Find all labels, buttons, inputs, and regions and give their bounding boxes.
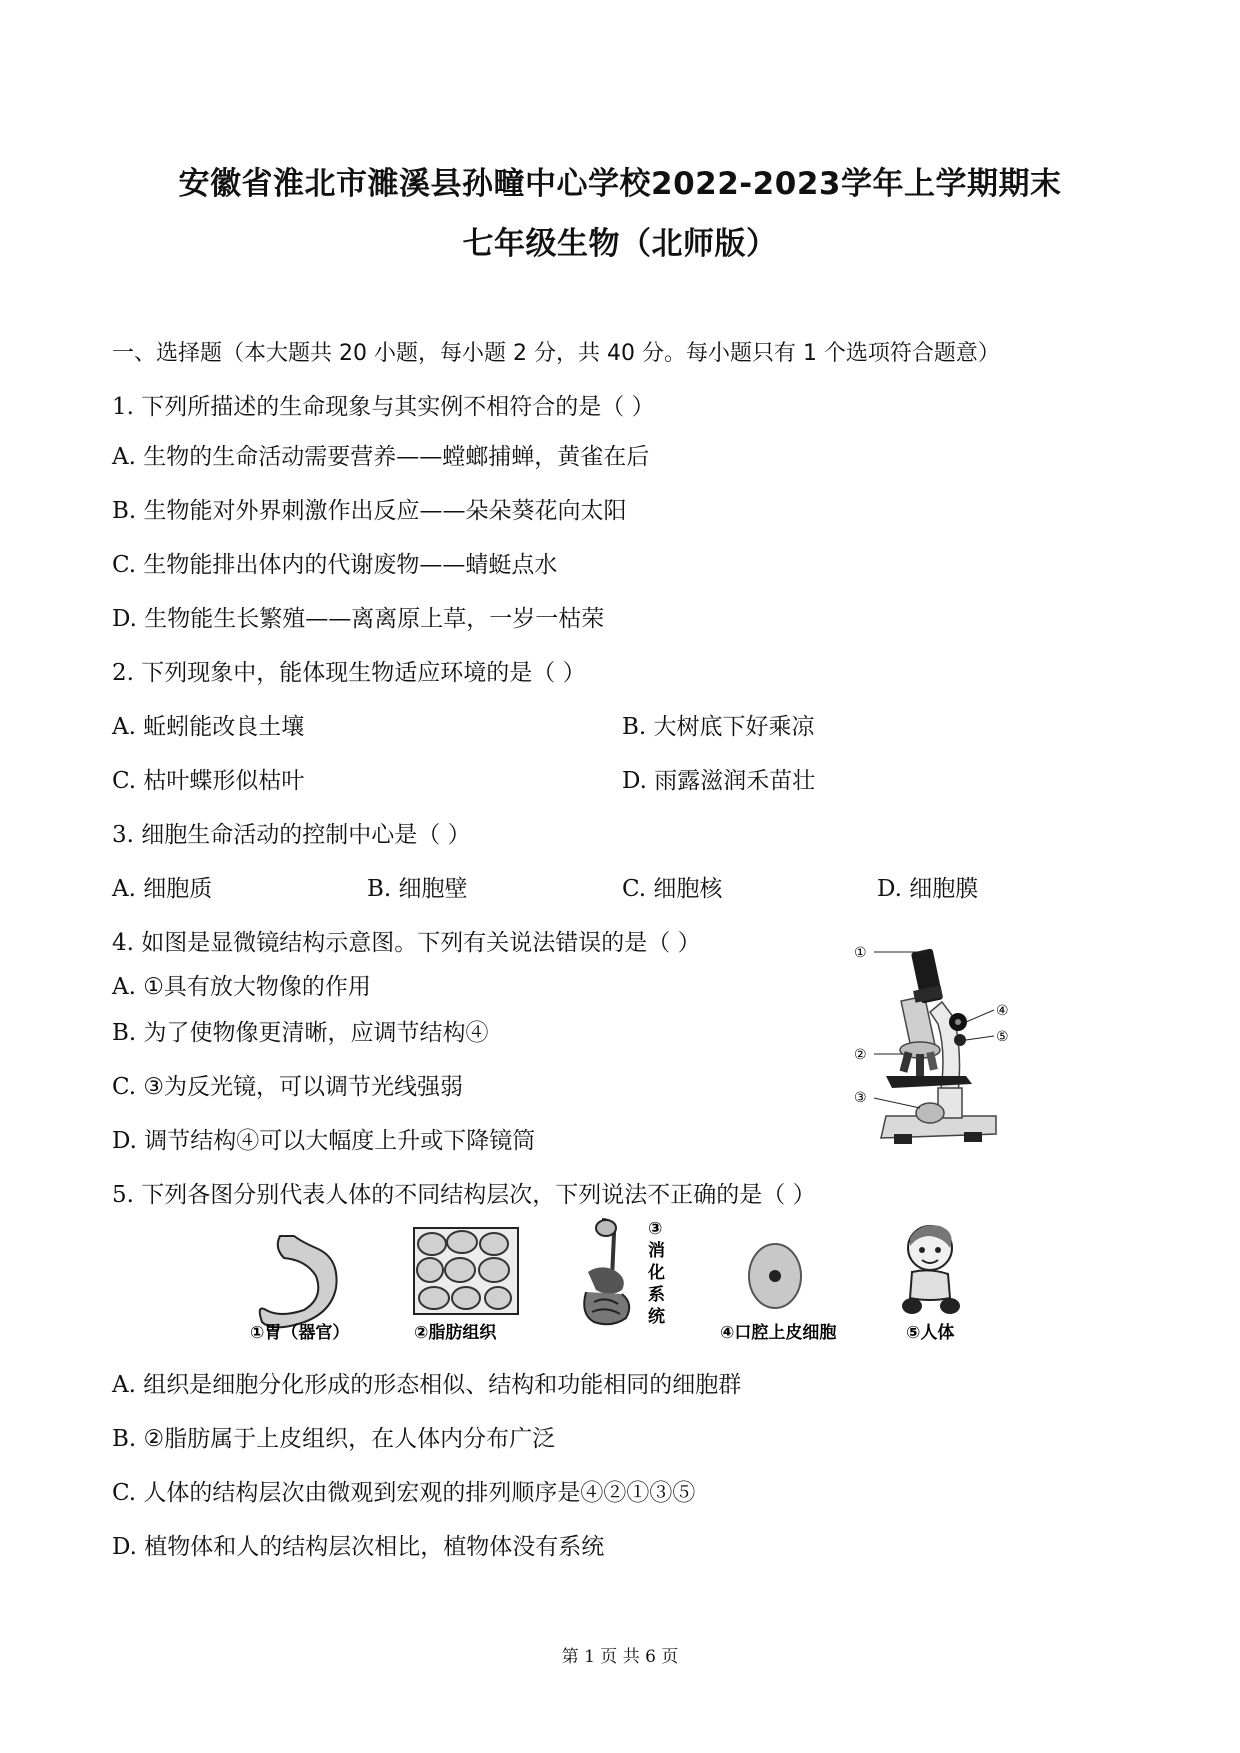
fat-tissue-icon [414,1228,518,1314]
question-2-option-d: D. 雨露滋润禾苗壮 [622,768,816,794]
question-3-option-a: A. 细胞质 [112,876,213,902]
human-child-icon [902,1225,960,1314]
question-1-option-a: A. 生物的生命活动需要营养——螳螂捕蝉，黄雀在后 [112,444,650,470]
stomach-icon [260,1236,337,1327]
microscope-figure [846,938,1026,1148]
question-2-option-c: C. 枯叶蝶形似枯叶 [112,768,305,794]
document-title-line2: 七年级生物（北师版） [462,226,778,262]
question-1-stem: 1. 下列所描述的生命现象与其实例不相符合的是（ ） [112,394,655,420]
question-5-option-a: A. 组织是细胞分化形成的形态相似、结构和功能相同的细胞群 [112,1372,742,1398]
question-1-option-b: B. 生物能对外界刺激作出反应——朵朵葵花向太阳 [112,498,627,524]
question-5-option-d: D. 植物体和人的结构层次相比，植物体没有系统 [112,1534,605,1560]
question-1-option-c: C. 生物能排出体内的代谢废物——蜻蜓点水 [112,552,558,578]
page-footer: 第 1 页 共 6 页 [561,1647,679,1667]
microscope-label-3: ③ [854,1090,867,1106]
caption-stomach: ①胃（器官） [250,1323,350,1343]
question-4-stem: 4. 如图是显微镜结构示意图。下列有关说法错误的是（ ） [112,930,701,956]
question-4-option-c: C. ③为反光镜，可以调节光线强弱 [112,1074,464,1100]
question-5-stem: 5. 下列各图分别代表人体的不同结构层次，下列说法不正确的是（ ） [112,1182,816,1208]
question-2-option-a: A. 蚯蚓能改良土壤 [112,714,305,740]
structure-levels-figure [250,1218,990,1350]
microscope-icon [881,948,996,1144]
caption-fat-tissue: ②脂肪组织 [414,1323,497,1343]
document-title-line1: 安徽省淮北市濉溪县孙疃中心学校2022-2023学年上学期期末 [178,166,1062,202]
question-5-option-b: B. ②脂肪属于上皮组织，在人体内分布广泛 [112,1426,556,1452]
question-4-option-b: B. 为了使物像更清晰，应调节结构④ [112,1020,489,1046]
caption-epithelial-cell: ④口腔上皮细胞 [720,1323,837,1343]
microscope-label-5: ⑤ [996,1029,1009,1045]
question-3-option-c: C. 细胞核 [622,876,723,902]
question-3-option-b: B. 细胞壁 [367,876,468,902]
microscope-label-4: ④ [996,1003,1009,1019]
question-4-option-d: D. 调节结构④可以大幅度上升或下降镜筒 [112,1128,536,1154]
caption-digestive-system: ③ 消 化 系 统 [648,1219,665,1327]
epithelial-cell-icon [749,1244,801,1308]
microscope-label-1: ① [854,945,867,961]
question-2-option-b: B. 大树底下好乘凉 [622,714,815,740]
section-heading: 一、选择题（本大题共 20 小题，每小题 2 分，共 40 分。每小题只有 1 个选项符合题意） [112,341,1000,366]
microscope-label-2: ② [854,1047,867,1063]
question-1-option-d: D. 生物能生长繁殖——离离原上草，一岁一枯荣 [112,606,605,632]
caption-human: ⑤人体 [906,1323,955,1343]
question-4-option-a: A. ①具有放大物像的作用 [112,974,371,1000]
question-2-stem: 2. 下列现象中，能体现生物适应环境的是（ ） [112,660,586,686]
question-3-stem: 3. 细胞生命活动的控制中心是（ ） [112,822,471,848]
question-3-option-d: D. 细胞膜 [877,876,979,902]
question-5-option-c: C. 人体的结构层次由微观到宏观的排列顺序是④②①③⑤ [112,1480,696,1506]
digestive-system-icon [584,1220,629,1324]
